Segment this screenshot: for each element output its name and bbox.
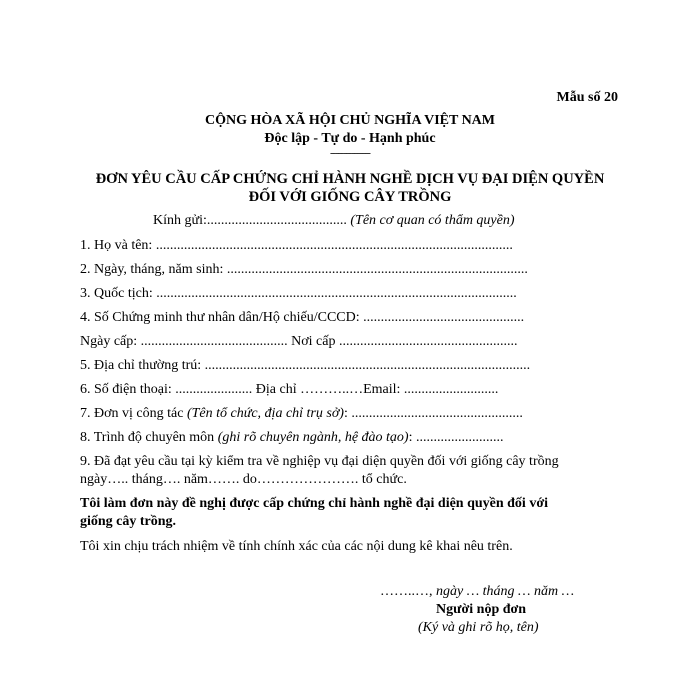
field-address: 5. Địa chỉ thường trú: ............................................................................................. (80, 358, 531, 373)
field-id: 4. Số Chứng minh thư nhân dân/Hộ chiếu/CCCD: .............................................. (80, 310, 525, 325)
field-dob: 2. Ngày, tháng, năm sinh: ...................................................................................... (80, 262, 528, 277)
addressee-note: (Tên cơ quan có thẩm quyền) (350, 213, 515, 228)
field-issue: Ngày cấp: .......................................... Nơi cấp ................................................... (80, 334, 518, 349)
header-rule: --------------- (330, 147, 370, 159)
workplace-prefix: 7. Đơn vị công tác (80, 406, 187, 421)
field-name: 1. Họ và tên: ...................................................................................................... (80, 238, 513, 253)
addressee-line (153, 213, 515, 229)
commitment: Tôi xin chịu trách nhiệm về tính chính xác của các nội dung kê khai nêu trên. (80, 539, 513, 554)
signature-note: (Ký và ghi rõ họ, tên) (418, 620, 539, 635)
motto: Độc lập - Tự do - Hạnh phúc (264, 131, 436, 146)
signature-date (380, 584, 574, 600)
form-title-line1: ĐƠN YÊU CẦU CẤP CHỨNG CHỈ HÀNH NGHỀ DỊCH VỤ ĐẠI DIỆN QUYỀN (95, 171, 605, 187)
education-prefix: 8. Trình độ chuyên môn (80, 430, 218, 445)
field-exam-line1: 9. Đã đạt yêu cầu tại kỳ kiểm tra về nghiệp vụ đại diện quyền đối với giống cây trồng (80, 454, 559, 469)
applicant-label: Người nộp đơn (436, 602, 527, 617)
field-nationality: 3. Quốc tịch: ....................................................................................................... (80, 286, 517, 301)
date-line: ngày … tháng … năm … (436, 584, 575, 599)
request-line2: giống cây trồng. (80, 514, 177, 529)
education-note: (ghi rõ chuyên ngành, hệ đào tạo) (217, 430, 409, 445)
country-header: CỘNG HÒA XÃ HỘI CHỦ NGHĨA VIỆT NAM (204, 113, 495, 128)
addressee-prefix: Kính gửi:........................................ (153, 213, 347, 228)
request-line1: Tôi làm đơn này đề nghị được cấp chứng chỉ hành nghề đại diện quyền đối với (80, 496, 548, 511)
form-number: Mẫu số 20 (556, 90, 618, 105)
field-exam-line2: ngày….. tháng…. năm……. do…………………. tổ chức. (80, 472, 407, 487)
field-workplace (80, 406, 523, 422)
field-phone: 6. Số điện thoại: ...................... Địa chỉ ………..…Email: ........................... (80, 382, 499, 397)
form-title-line2: ĐỐI VỚI GIỐNG CÂY TRỒNG (248, 189, 452, 205)
workplace-note: (Tên tổ chức, địa chỉ trụ sở) (186, 406, 344, 421)
date-place: ……..…, (380, 584, 436, 599)
education-suffix: : ......................... (408, 430, 504, 445)
workplace-suffix: : ................................................. (343, 406, 523, 421)
field-education (80, 430, 504, 446)
